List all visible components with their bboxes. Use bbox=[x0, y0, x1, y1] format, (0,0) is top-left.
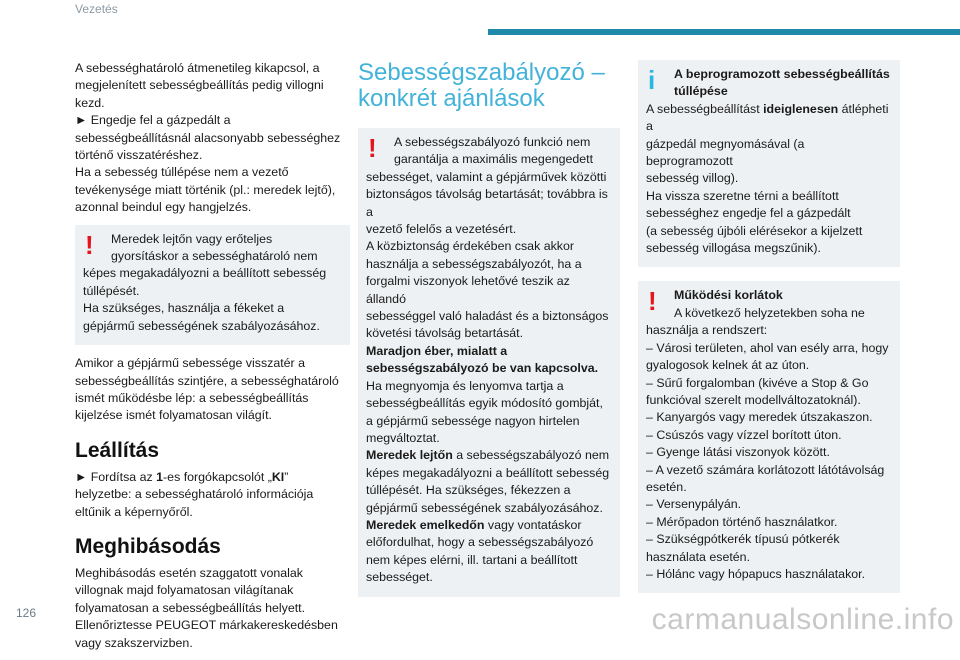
text-line: – A vezető számára korlátozott látótávolság bbox=[646, 462, 885, 477]
section-heading-meghibasodas: Meghibásodás bbox=[75, 534, 221, 558]
text-line: vezető felelős a vezetésért. bbox=[366, 222, 517, 237]
section-heading-cruise-control bbox=[358, 60, 620, 112]
text-run: ” bbox=[284, 469, 289, 484]
text-line: – Városi területen, ahol van esély arra, hogy bbox=[646, 340, 889, 355]
text-line: Meredek lejtőn vagy erőteljes bbox=[111, 231, 273, 246]
text-line: sebességet. bbox=[366, 570, 433, 585]
text-line: sebességbeállítás szintjére, a sebességhatároló bbox=[75, 373, 339, 388]
text-line: biztonságos távolság betartását; továbbra is a bbox=[366, 187, 608, 219]
info-box bbox=[638, 60, 900, 267]
text-line: nem képes elérni, ill. tartani a beállított bbox=[366, 552, 578, 567]
warning-exclamation-icon: ! bbox=[648, 286, 657, 317]
text-line: vagy szakszervizben. bbox=[75, 635, 193, 650]
text-run: -es forgókapcsolót „ bbox=[163, 469, 272, 484]
bold-run: Meredek emelkedőn bbox=[366, 517, 485, 532]
text-line: – Gyenge látási viszonyok között. bbox=[646, 445, 830, 460]
text-line: – Sűrű forgalomban (kivéve a Stop & Go bbox=[646, 375, 869, 390]
watermark: carmanualsonline.info bbox=[651, 603, 954, 636]
text-line: eltűnik a képernyőről. bbox=[75, 504, 193, 519]
text-line: A sebességhatároló átmenetileg kikapcsol, a bbox=[75, 61, 320, 75]
text-run: A sebességbeállítást bbox=[646, 101, 764, 116]
text-line: A közbiztonság érdekében csak akkor bbox=[366, 239, 575, 254]
text-line: Amikor a gépjármű sebessége visszatér a bbox=[75, 356, 306, 371]
text-line: – Csúszós vagy vízzel borított úton. bbox=[646, 427, 842, 442]
running-header: Vezetés bbox=[75, 2, 118, 16]
text-line: Működési korlátok bbox=[674, 288, 783, 303]
text-run: a sebességszabályozó nem bbox=[452, 448, 610, 463]
warning-box bbox=[358, 128, 620, 597]
text-line: a gépjármű sebessége nagyon hirtelen bbox=[366, 413, 580, 428]
text-line: használja a sebességszabályozót, ha a bbox=[366, 256, 582, 271]
text-line: képes megakadályozni a beállított sebesség bbox=[83, 266, 327, 281]
meghibasodas-paragraph bbox=[75, 565, 350, 652]
bold-run: Meredek lejtőn bbox=[366, 448, 453, 463]
text-line: forgalmi viszonyok lehetővé teszik az állandó bbox=[366, 274, 570, 306]
text-line: (a sebesség újbóli elérésekor a kijelzett bbox=[646, 223, 863, 238]
column-3 bbox=[638, 60, 900, 603]
text-line bbox=[75, 469, 350, 486]
bold-run: 1 bbox=[156, 469, 164, 484]
text-line: ► Engedje fel a gázpedált a bbox=[75, 113, 231, 128]
limiter-paragraph bbox=[75, 60, 350, 217]
bold-run: ideiglenesen bbox=[763, 101, 839, 116]
text-line: esetén. bbox=[646, 479, 687, 494]
text-line: – Szükségpótkerék típusú pótkerék bbox=[646, 532, 840, 547]
text-line: Meghibásodás esetén szaggatott vonalak bbox=[75, 565, 304, 580]
resume-paragraph bbox=[75, 355, 350, 425]
text-run: ► Fordítsa az bbox=[75, 469, 157, 484]
text-line: előfordulhat, hogy a sebességszabályozó bbox=[366, 535, 594, 550]
section-heading-leallitas: Leállítás bbox=[75, 438, 160, 462]
text-line: Ha a sebesség túllépése nem a vezető bbox=[75, 165, 289, 180]
warning-exclamation-icon: ! bbox=[85, 229, 94, 260]
text-line: folyamatosan a sebességbeállítás helyett. bbox=[75, 600, 306, 615]
text-line: tevékenysége miatt történik (pl.: meredek lejtő), bbox=[75, 182, 336, 197]
text-line: Maradjon éber, mialatt a bbox=[366, 343, 508, 358]
text-line: túllépését. bbox=[83, 283, 140, 298]
text-line: gyalogosok kelnek át az úton. bbox=[646, 358, 810, 373]
text-line: kezd. bbox=[75, 95, 105, 110]
text-line: garantálja a maximális megengedett bbox=[394, 152, 594, 167]
heading-line: Sebességszabályozó – bbox=[358, 59, 605, 86]
text-line bbox=[366, 447, 612, 464]
text-line: gépjármű sebességének szabályozásához. bbox=[83, 318, 320, 333]
text-line: sebesség villog). bbox=[646, 171, 739, 186]
text-line bbox=[366, 517, 612, 534]
text-line: – Versenypályán. bbox=[646, 497, 742, 512]
text-line: sebességbeállítás egyik módosító gombját, bbox=[366, 396, 603, 411]
text-line: gépjármű sebességének szabályozásához. bbox=[366, 500, 603, 515]
text-line: helyzetbe: a sebességhatároló információja bbox=[75, 487, 314, 502]
text-line: sebesség villogása megszűnik). bbox=[646, 241, 821, 256]
text-line: Ha szükséges, használja a fékeket a bbox=[83, 301, 285, 316]
text-run: átlépheti a bbox=[646, 101, 889, 134]
text-line: kijelzése ismét folyamatosan világít. bbox=[75, 408, 272, 423]
text-line: sebességgel való haladást és a biztonságos bbox=[366, 309, 609, 324]
text-line: történő visszatéréshez. bbox=[75, 148, 203, 163]
text-line: A következő helyzetekben soha ne bbox=[674, 305, 865, 320]
warning-box bbox=[75, 225, 350, 345]
text-line: sebességhez engedje fel a gázpedált bbox=[646, 206, 851, 221]
text-line: használata esetén. bbox=[646, 549, 751, 564]
text-line: Ha vissza szeretne térni a beállított bbox=[646, 188, 839, 203]
text-line: túllépése bbox=[674, 84, 728, 99]
text-line: sebességet, valamint a gépjárművek közötti bbox=[366, 169, 607, 184]
header-accent-bar bbox=[488, 29, 960, 35]
bold-run: KI bbox=[271, 469, 285, 484]
text-line: megjelenített sebességbeállítás pedig villogni bbox=[75, 78, 324, 93]
text-line: sebességszabályozó be van kapcsolva. bbox=[366, 361, 599, 376]
text-line: – Hólánc vagy hópapucs használatakor. bbox=[646, 566, 866, 581]
leallitas-paragraph bbox=[75, 469, 350, 521]
text-line: villognak majd folyamatosan világítanak bbox=[75, 583, 294, 598]
text-line: megváltoztat. bbox=[366, 430, 440, 445]
text-line: ismét működésbe lép: a sebességbeállítás bbox=[75, 390, 309, 405]
text-line: sebességbeállításnál alacsonyabb sebességhez bbox=[75, 130, 341, 145]
text-line: funkcióval szerelt modellváltozatoknál). bbox=[646, 392, 861, 407]
column-1 bbox=[75, 60, 350, 660]
warning-box bbox=[638, 281, 900, 593]
text-line: Ellenőriztesse PEUGEOT márkakereskedésben bbox=[75, 618, 338, 633]
text-line: azonnal beindul egy hangjelzés. bbox=[75, 200, 252, 215]
text-run: vagy vontatáskor bbox=[484, 517, 582, 532]
text-line: – Mérőpadon történő használatkor. bbox=[646, 514, 838, 529]
text-line bbox=[646, 101, 892, 136]
text-line: követési távolság betartását. bbox=[366, 326, 524, 341]
text-line: képes megakadályozni a beállított sebesség bbox=[366, 465, 610, 480]
heading-line: konkrét ajánlások bbox=[358, 85, 545, 112]
text-line: A sebességszabályozó funkció nem bbox=[394, 135, 591, 149]
column-2 bbox=[358, 60, 620, 607]
info-icon: i bbox=[648, 65, 656, 95]
text-line: – Kanyargós vagy meredek útszakaszon. bbox=[646, 410, 873, 425]
text-line: gyorsításkor a sebességhatároló nem bbox=[111, 249, 318, 264]
text-line: Ha megnyomja és lenyomva tartja a bbox=[366, 378, 564, 393]
text-line: A beprogramozott sebességbeállítás bbox=[674, 67, 890, 81]
text-line: túllépését. Ha szükséges, fékezzen a bbox=[366, 483, 571, 498]
text-line: gázpedál megnyomásával (a beprogramozott bbox=[646, 136, 805, 169]
text-line: használja a rendszert: bbox=[646, 323, 768, 338]
page-number: 126 bbox=[16, 606, 37, 620]
warning-exclamation-icon: ! bbox=[368, 133, 377, 163]
